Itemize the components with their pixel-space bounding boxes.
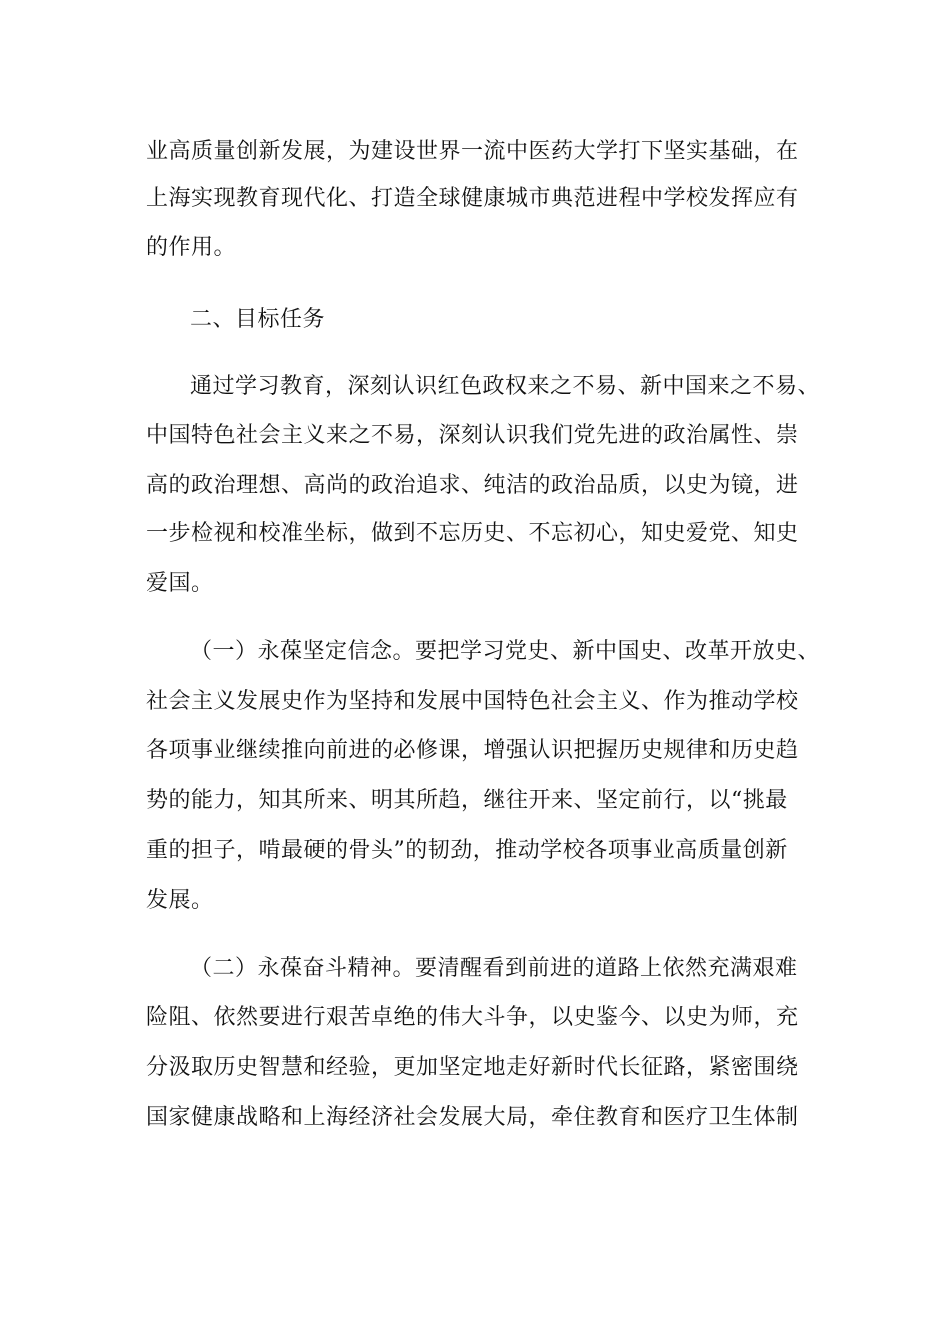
text-line: 险阻、依然要进行艰苦卓绝的伟大斗争，以史鉴今、以史为师，充 xyxy=(146,1005,799,1030)
text-line: 高的政治理想、高尚的政治追求、纯洁的政治品质，以史为镜，进 xyxy=(146,473,799,498)
text-line: （一）永葆坚定信念。要把学习党史、新中国史、改革开放史、 xyxy=(190,639,821,664)
text-line: 势的能力，知其所来、明其所趋，继往开来、坚定前行，以“挑最 xyxy=(146,788,788,813)
text-line: 发展。 xyxy=(146,888,214,913)
text-line: 的作用。 xyxy=(146,235,237,260)
text-line: 国家健康战略和上海经济社会发展大局，牵住教育和医疗卫生体制 xyxy=(146,1105,799,1130)
section-heading: 二、目标任务 xyxy=(190,307,326,332)
text-line: 社会主义发展史作为坚持和发展中国特色社会主义、作为推动学校 xyxy=(146,689,799,714)
text-line: 中国特色社会主义来之不易，深刻认识我们党先进的政治属性、崇 xyxy=(146,423,799,448)
text-line: （二）永葆奋斗精神。要清醒看到前进的道路上依然充满艰难 xyxy=(190,956,798,981)
text-line: 爱国。 xyxy=(146,571,214,596)
text-line: 业高质量创新发展，为建设世界一流中医药大学打下坚实基础，在 xyxy=(146,139,799,164)
text-line: 通过学习教育，深刻认识红色政权来之不易、新中国来之不易、 xyxy=(190,374,821,399)
text-line: 上海实现教育现代化、打造全球健康城市典范进程中学校发挥应有 xyxy=(146,186,799,211)
text-line: 重的担子，啃最硬的骨头”的韧劲，推动学校各项事业高质量创新 xyxy=(146,838,788,863)
text-line: 分汲取历史智慧和经验，更加坚定地走好新时代长征路，紧密围绕 xyxy=(146,1055,799,1080)
text-line: 一步检视和校准坐标，做到不忘历史、不忘初心，知史爱党、知史 xyxy=(146,521,799,546)
text-line: 各项事业继续推向前进的必修课，增强认识把握历史规律和历史趋 xyxy=(146,738,799,763)
